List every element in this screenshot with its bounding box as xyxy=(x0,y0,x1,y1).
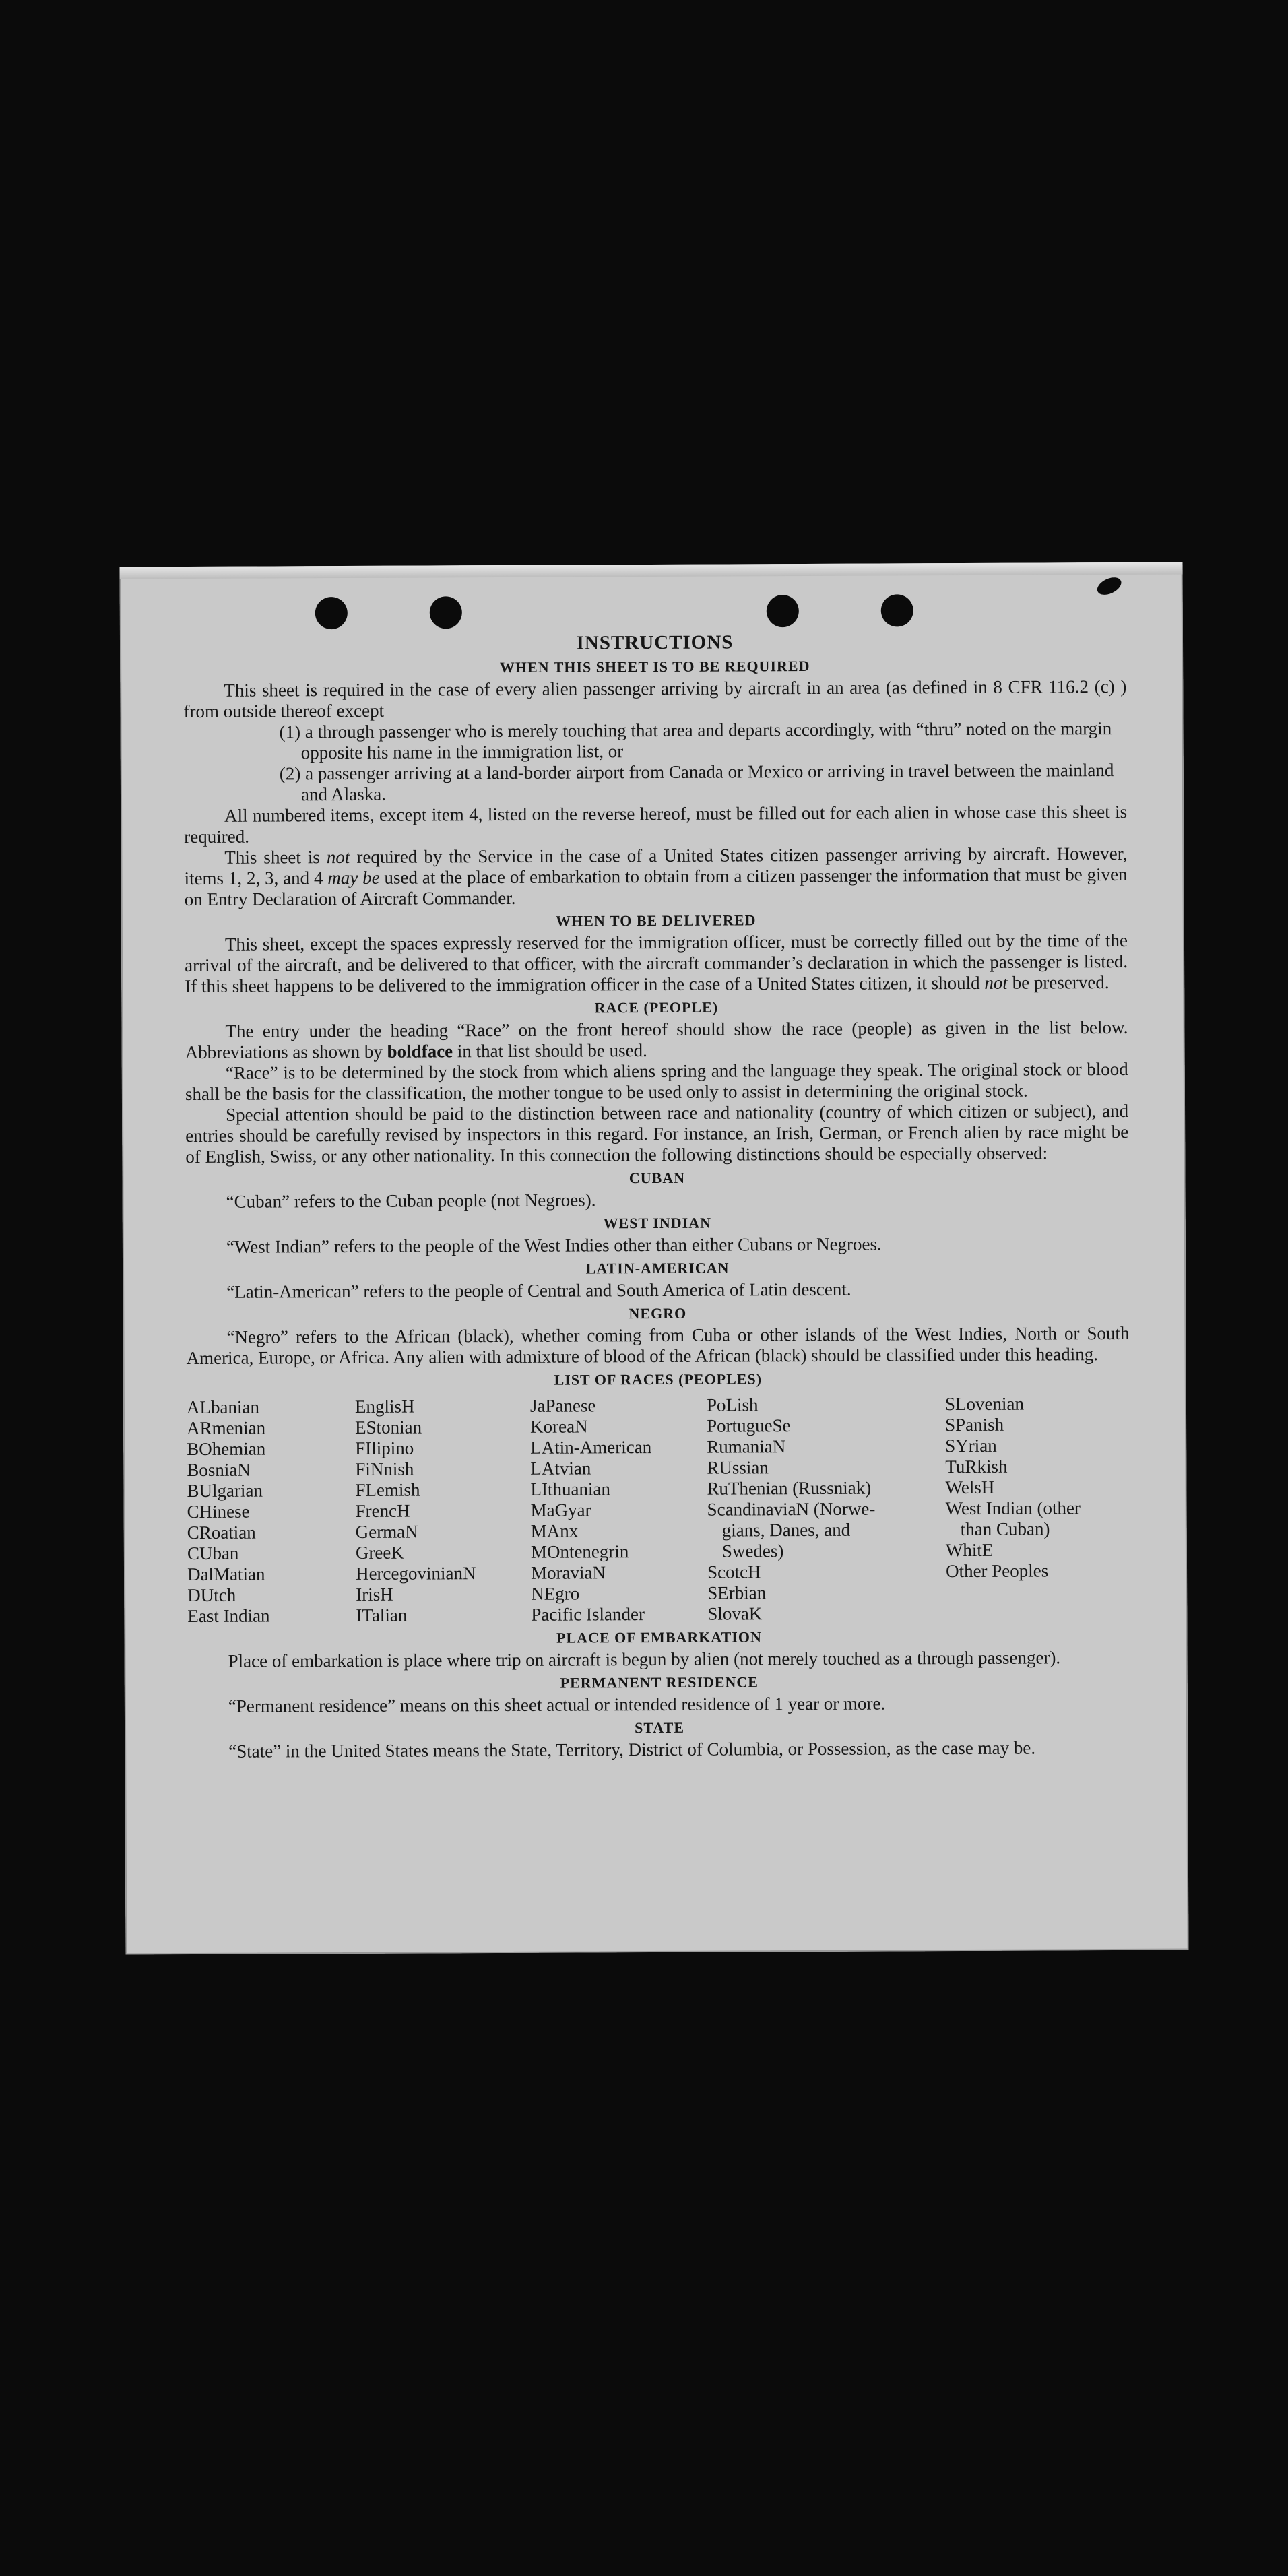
race-column xyxy=(187,1396,356,1627)
required-paragraph-1: This sheet is required in the case of every alien passenger arriving by aircraft in an area (as defined in 8 CFR 116.2 (c) ) from outside thereof except xyxy=(183,676,1127,722)
paper-tear xyxy=(1095,574,1124,598)
punch-hole xyxy=(315,597,348,629)
race-entry: BUlgarian xyxy=(187,1480,263,1502)
race-entry: CRoatian xyxy=(187,1522,256,1543)
heading-when-required: WHEN THIS SHEET IS TO BE REQUIRED xyxy=(499,657,810,676)
heading-place-of-embarkation: PLACE OF EMBARKATION xyxy=(556,1628,762,1646)
race-paragraph-3: Special attention should be paid to the distinction between race and nationality (country of which citizen or subject), and entries should be carefully revised by inspectors in this regard. For instance, an Irish, German, or French alien by race might be of English, Swiss, or any other nationality. In this connection the following distinctions should be especially observed: xyxy=(185,1100,1129,1167)
heading-when-delivered: WHEN TO BE DELIVERED xyxy=(556,911,756,930)
race-column xyxy=(707,1394,946,1625)
heading-negro: NEGRO xyxy=(629,1304,687,1322)
race-entry: FrencH xyxy=(355,1500,410,1521)
race-entry: NEgro xyxy=(531,1583,580,1604)
embarkation-definition: Place of embarkation is place where trip on aircraft is begun by alien (not merely touched as a through passenger). xyxy=(228,1647,1061,1671)
text-run: may be xyxy=(327,867,380,889)
text-run: boldface xyxy=(387,1041,453,1062)
race-entry: DUtch xyxy=(187,1584,236,1606)
race-entry: MoraviaN xyxy=(530,1562,606,1583)
race-entry: ITalian xyxy=(356,1605,408,1625)
race-entry: IrisH xyxy=(356,1584,393,1605)
heading-west-indian: WEST INDIAN xyxy=(603,1214,711,1232)
race-entry: SErbian xyxy=(707,1582,767,1603)
heading-state: STATE xyxy=(635,1718,685,1737)
negro-definition: “Negro” refers to the African (black), whether coming from Cuba or other islands of the West Indies, North or South America, Europe, or Africa. Any alien with admixture of blood of the African (black) should be classified under this heading. xyxy=(186,1322,1130,1369)
race-entry: SLovenian xyxy=(944,1393,1024,1415)
race-entry: JaPanese xyxy=(529,1395,596,1416)
race-entry: FiNnish xyxy=(355,1458,414,1479)
exception-item-2: (2) a passenger arriving at a land-border airport from Canada or Mexico or arriving in travel between the mainland and Alaska. xyxy=(279,760,1114,805)
text-run: This sheet, except the spaces expressly reserved for the immigration officer, must be correctly filled out by the time of the arrival of the aircraft, and be delivered to that officer, with the aircraft commander’s declaration in which the passenger is listed. If this sheet happens to be delivered to the immigration officer in the case of a United States citizen, it should xyxy=(185,930,1128,997)
race-entry: WhitE xyxy=(945,1539,994,1561)
race-paragraph-1 xyxy=(185,1017,1128,1063)
race-entry: SlovaK xyxy=(707,1603,763,1624)
race-entry: LIthuanian xyxy=(530,1479,611,1500)
text-run: This sheet is xyxy=(224,847,327,868)
race-entry: MaGyar xyxy=(530,1500,591,1520)
race-entry: CHinese xyxy=(187,1501,250,1522)
race-entry: ScandinaviaN (Norwe- xyxy=(707,1498,876,1520)
race-entry: DalMatian xyxy=(187,1564,265,1585)
race-paragraph-2: “Race” is to be determined by the stock from which aliens spring and the language they speak. The original stock or blood shall be the basis for the classification, the mother tongue to be used only to assist in determining the original stock. xyxy=(185,1058,1128,1105)
race-entry: SYrian xyxy=(945,1435,997,1456)
residence-definition: “Permanent residence” means on this sheet actual or intended residence of 1 year or more. xyxy=(228,1693,886,1716)
race-entry: SPanish xyxy=(945,1414,1004,1436)
exception-item-1: (1) a through passenger who is merely touching that area and departs accordingly, with “thru” noted on the margin opposite his name in the immigration list, or xyxy=(279,718,1112,763)
race-entry: FIlipino xyxy=(355,1438,414,1458)
race-entry: BosniaN xyxy=(187,1459,251,1481)
race-entry: ARmenian xyxy=(187,1417,266,1439)
race-entry: GermaN xyxy=(355,1521,418,1542)
west-indian-definition: “West Indian” refers to the people of the West Indies other than either Cubans or Negroes. xyxy=(226,1233,882,1257)
race-entry: CUban xyxy=(187,1543,239,1564)
race-entry: Other Peoples xyxy=(945,1560,1049,1582)
text-run: be preserved. xyxy=(1007,972,1109,993)
punch-hole xyxy=(881,594,913,626)
race-entry: WelsH xyxy=(945,1477,995,1498)
race-entry: KoreaN xyxy=(530,1416,588,1437)
cuban-definition: “Cuban” refers to the Cuban people (not Negroes). xyxy=(226,1190,596,1212)
race-entry: PortugueSe xyxy=(707,1415,791,1436)
race-entry: TuRkish xyxy=(945,1456,1008,1477)
latin-american-definition: “Latin-American” refers to the people of Central and South America of Latin descent. xyxy=(226,1279,851,1302)
race-list xyxy=(187,1393,1130,1627)
page-title: INSTRUCTIONS xyxy=(576,631,734,654)
heading-latin-american: LATIN-AMERICAN xyxy=(585,1259,730,1277)
instruction-sheet xyxy=(120,562,1189,1955)
punch-hole xyxy=(430,596,462,629)
text-run: required by the Service in the case of a United States citizen passenger arriving by aircraft. However, items 1, 2, 3, and 4 xyxy=(184,843,1128,889)
race-column xyxy=(530,1395,707,1625)
required-paragraph-3 xyxy=(184,843,1127,910)
required-paragraph-2: All numbered items, except item 4, listed on the reverse hereof, must be filled out for each alien in whose case this sheet is required. xyxy=(184,801,1128,847)
race-entry: ScotcH xyxy=(707,1561,761,1582)
race-column xyxy=(355,1396,531,1626)
race-entry: EnglisH xyxy=(354,1396,415,1417)
race-entry: MAnx xyxy=(530,1520,579,1541)
race-entry: BOhemian xyxy=(187,1438,266,1460)
text-run: not xyxy=(326,846,350,868)
race-entry: PoLish xyxy=(706,1394,759,1415)
race-entry: ALbanian xyxy=(186,1396,259,1418)
race-entry: RUssian xyxy=(707,1457,769,1478)
text-run: in that list should be used. xyxy=(453,1040,647,1062)
heading-race: RACE (PEOPLE) xyxy=(594,998,719,1017)
race-entry: Swedes) xyxy=(721,1541,784,1561)
text-run: The entry under the heading “Race” on the front hereof should show the race (people) as given in the list below. Abbreviations as shown by xyxy=(185,1017,1128,1063)
race-column xyxy=(945,1393,1121,1623)
race-entry: LAtvian xyxy=(530,1458,591,1479)
race-entry: West Indian (other xyxy=(945,1498,1081,1519)
state-definition: “State” in the United States means the State, Territory, District of Columbia, or Possession, as the case may be. xyxy=(228,1737,1036,1762)
race-entry: gians, Danes, and xyxy=(721,1519,851,1541)
race-entry: RumaniaN xyxy=(707,1436,786,1457)
race-entry: LAtin-American xyxy=(530,1437,652,1458)
text-run: not xyxy=(984,972,1008,993)
race-entry: HercegovinianN xyxy=(355,1563,476,1584)
race-entry: RuThenian (Russniak) xyxy=(707,1477,872,1499)
race-entry: Pacific Islander xyxy=(531,1604,645,1625)
text-run: used at the place of embarkation to obtain from a citizen passenger the information that must be given on Entry Declaration of Aircraft Commander. xyxy=(184,864,1128,910)
heading-cuban: CUBAN xyxy=(629,1169,686,1187)
race-entry: East Indian xyxy=(187,1605,270,1627)
punch-hole xyxy=(767,595,799,627)
race-entry: FLemish xyxy=(355,1479,420,1500)
delivered-paragraph xyxy=(185,930,1128,997)
race-entry: MOntenegrin xyxy=(530,1541,629,1562)
race-entry: GreeK xyxy=(355,1542,404,1563)
race-entry: than Cuban) xyxy=(960,1518,1050,1540)
heading-permanent-residence: PERMANENT RESIDENCE xyxy=(560,1673,759,1692)
race-entry: EStonian xyxy=(355,1417,422,1438)
heading-list-of-races: LIST OF RACES (PEOPLES) xyxy=(554,1370,763,1388)
